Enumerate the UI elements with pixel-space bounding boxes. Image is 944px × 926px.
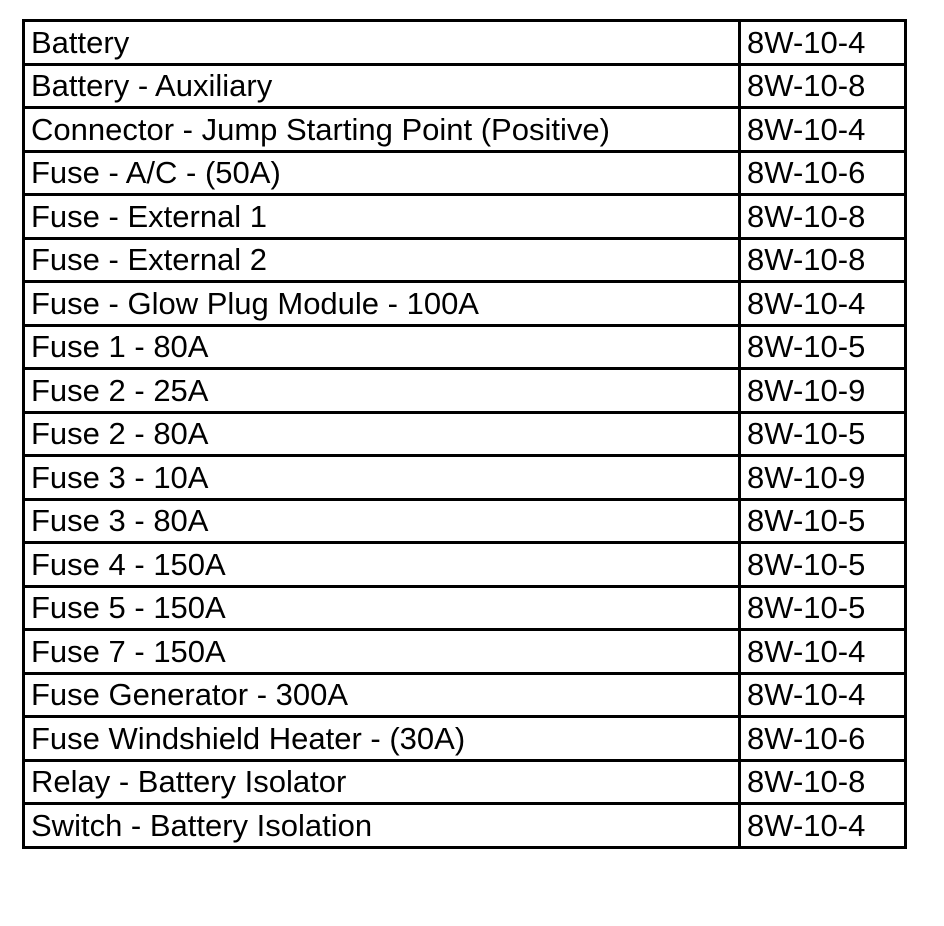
table-row: [24, 282, 906, 326]
component-name-cell: Fuse - External 1: [24, 195, 740, 239]
table-row: [24, 195, 906, 239]
table-row: [24, 64, 906, 108]
page-reference-cell: 8W-10-4: [740, 21, 906, 65]
table-row: [24, 499, 906, 543]
table-row: [24, 543, 906, 587]
component-name-cell: Fuse Generator - 300A: [24, 673, 740, 717]
component-name-cell: Fuse 2 - 25A: [24, 369, 740, 413]
table-row: [24, 21, 906, 65]
table-row: [24, 412, 906, 456]
page-reference-cell: 8W-10-4: [740, 282, 906, 326]
table-row: [24, 238, 906, 282]
page-reference-cell: 8W-10-8: [740, 760, 906, 804]
component-name-cell: Fuse 1 - 80A: [24, 325, 740, 369]
table-row: [24, 717, 906, 761]
table-body: [24, 21, 906, 848]
component-name-cell: Fuse - Glow Plug Module - 100A: [24, 282, 740, 326]
page-reference-cell: 8W-10-5: [740, 586, 906, 630]
page-reference-cell: 8W-10-4: [740, 630, 906, 674]
table-row: [24, 804, 906, 848]
table-row: [24, 325, 906, 369]
page-reference-cell: 8W-10-5: [740, 325, 906, 369]
component-name-cell: Fuse 3 - 80A: [24, 499, 740, 543]
component-name-cell: Switch - Battery Isolation: [24, 804, 740, 848]
component-index-table: [22, 19, 907, 849]
page-reference-cell: 8W-10-4: [740, 804, 906, 848]
table-row: [24, 630, 906, 674]
page-reference-cell: 8W-10-4: [740, 108, 906, 152]
component-name-cell: Relay - Battery Isolator: [24, 760, 740, 804]
page-reference-cell: 8W-10-5: [740, 499, 906, 543]
table-row: [24, 369, 906, 413]
page-reference-cell: 8W-10-9: [740, 369, 906, 413]
table-row: [24, 151, 906, 195]
page-reference-cell: 8W-10-5: [740, 543, 906, 587]
table-row: [24, 760, 906, 804]
page-reference-cell: 8W-10-8: [740, 64, 906, 108]
page-reference-cell: 8W-10-6: [740, 151, 906, 195]
table-row: [24, 673, 906, 717]
page-reference-cell: 8W-10-8: [740, 195, 906, 239]
component-name-cell: Fuse 7 - 150A: [24, 630, 740, 674]
component-name-cell: Battery: [24, 21, 740, 65]
page-reference-cell: 8W-10-6: [740, 717, 906, 761]
page-reference-cell: 8W-10-8: [740, 238, 906, 282]
page-reference-cell: 8W-10-9: [740, 456, 906, 500]
component-name-cell: Battery - Auxiliary: [24, 64, 740, 108]
component-name-cell: Fuse - External 2: [24, 238, 740, 282]
page-reference-cell: 8W-10-4: [740, 673, 906, 717]
table-row: [24, 108, 906, 152]
table-row: [24, 586, 906, 630]
component-name-cell: Fuse Windshield Heater - (30A): [24, 717, 740, 761]
component-name-cell: Fuse 2 - 80A: [24, 412, 740, 456]
component-name-cell: Fuse - A/C - (50A): [24, 151, 740, 195]
component-name-cell: Connector - Jump Starting Point (Positive): [24, 108, 740, 152]
table-row: [24, 456, 906, 500]
component-name-cell: Fuse 4 - 150A: [24, 543, 740, 587]
page-reference-cell: 8W-10-5: [740, 412, 906, 456]
component-name-cell: Fuse 3 - 10A: [24, 456, 740, 500]
component-name-cell: Fuse 5 - 150A: [24, 586, 740, 630]
